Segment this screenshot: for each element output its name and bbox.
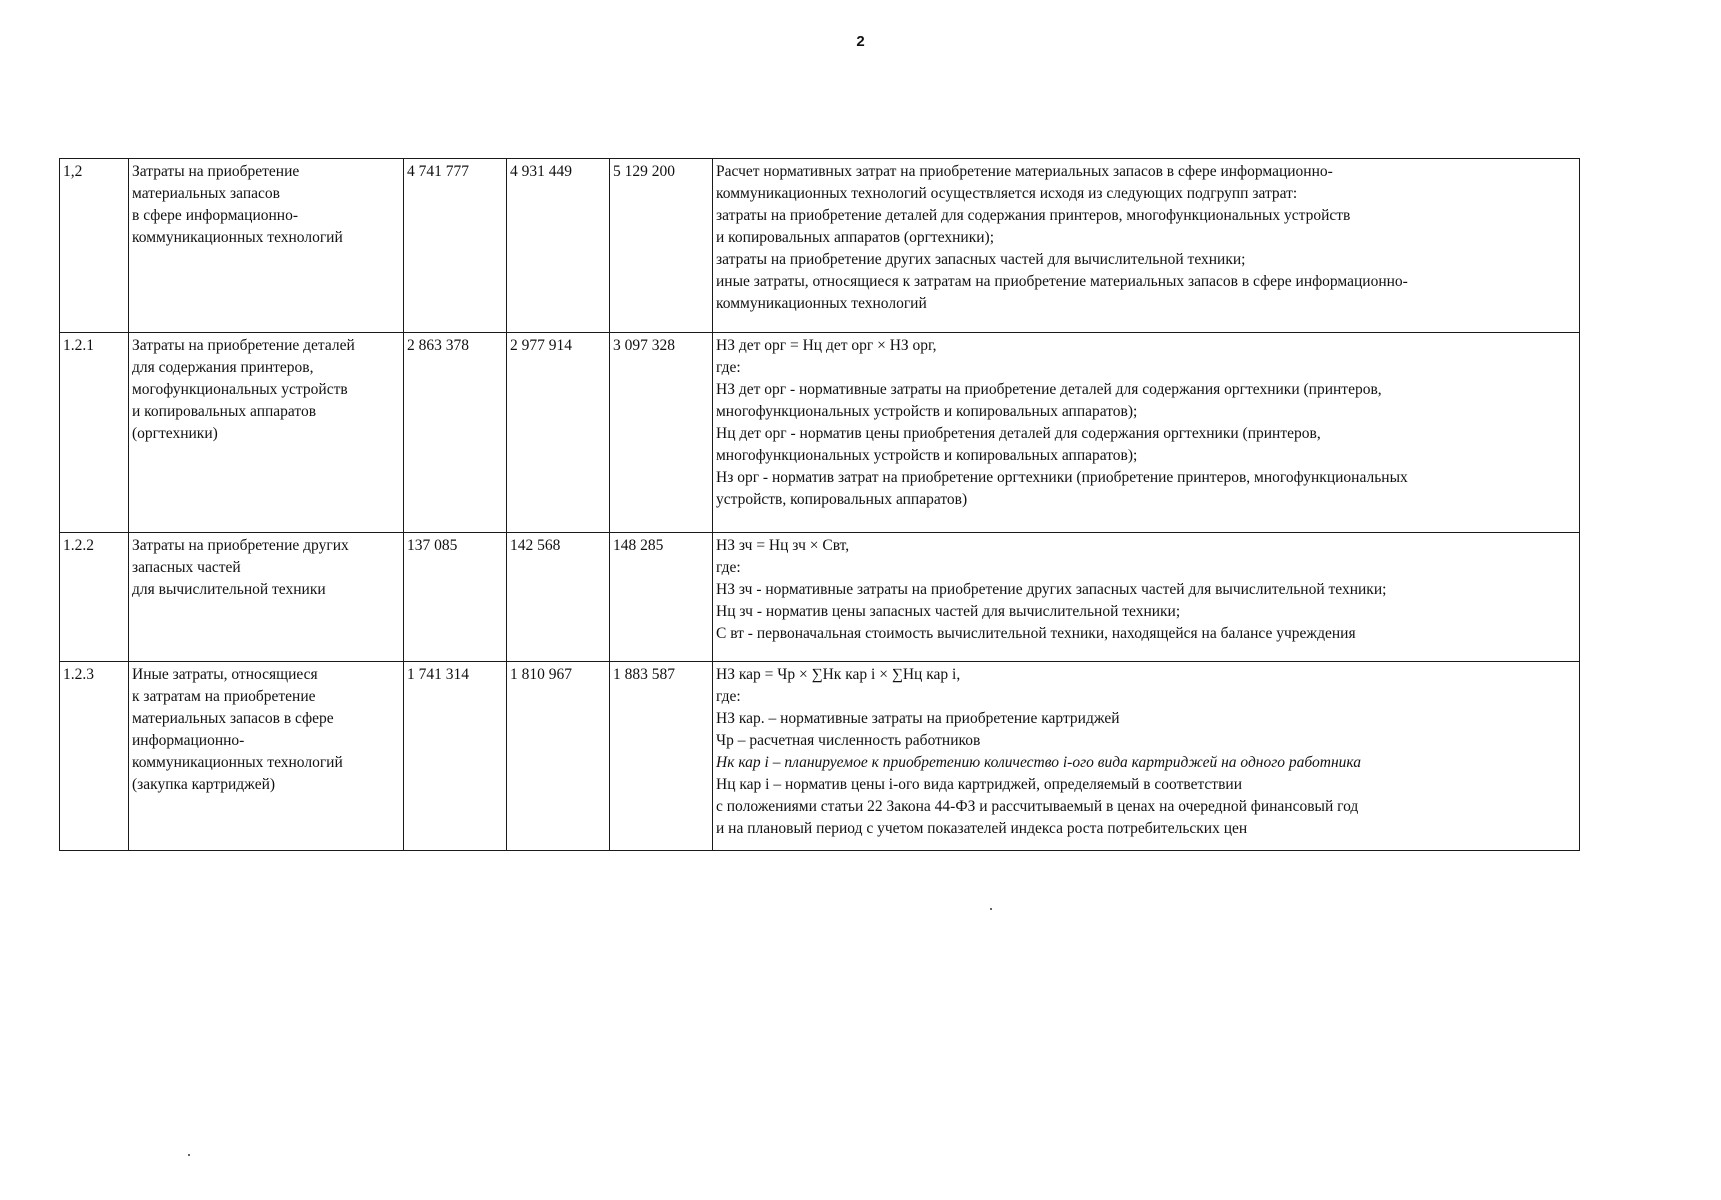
row-name bbox=[129, 333, 404, 533]
desc-line: Нц зч - норматив цены запасных частей для вычислительной техники; bbox=[716, 603, 1181, 620]
scan-speck bbox=[990, 908, 992, 910]
desc-line: Расчет нормативных затрат на приобретение материальных запасов в сфере информационно- bbox=[716, 163, 1333, 180]
name-line: могофункциональных устройств bbox=[132, 381, 348, 398]
desc-line: многофункциональных устройств и копировальных аппаратов); bbox=[716, 403, 1138, 420]
name-line: и копировальных аппаратов bbox=[132, 403, 317, 420]
name-line: запасных частей bbox=[132, 559, 241, 576]
row-description bbox=[713, 159, 1580, 333]
desc-line: НЗ зч - нормативные затраты на приобретение других запасных частей для вычислительной техники; bbox=[716, 581, 1387, 598]
name-line: коммуникационных технологий bbox=[132, 754, 343, 771]
desc-line: НЗ зч = Нц зч × Свт, bbox=[716, 537, 850, 554]
desc-line: устройств, копировальных аппаратов) bbox=[716, 491, 968, 508]
desc-line: Чр – расчетная численность работников bbox=[716, 732, 981, 749]
row-year3-amount: 5 129 200 bbox=[610, 159, 713, 333]
name-line: Затраты на приобретение деталей bbox=[132, 337, 355, 354]
table-row bbox=[60, 533, 1580, 662]
name-line: материальных запасов bbox=[132, 185, 280, 202]
desc-line: и на плановый период с учетом показателей индекса роста потребительских цен bbox=[716, 820, 1248, 837]
row-year1-amount: 137 085 bbox=[404, 533, 507, 662]
name-line: для вычислительной техники bbox=[132, 581, 326, 598]
row-year2-amount: 142 568 bbox=[507, 533, 610, 662]
row-year1-amount: 4 741 777 bbox=[404, 159, 507, 333]
row-code: 1.2.1 bbox=[60, 333, 129, 533]
row-code: 1.2.3 bbox=[60, 662, 129, 851]
desc-line: затраты на приобретение деталей для содержания принтеров, многофункциональных устройств bbox=[716, 207, 1351, 224]
desc-line: затраты на приобретение других запасных частей для вычислительной техники; bbox=[716, 251, 1246, 268]
desc-line: с положениями статьи 22 Закона 44-ФЗ и рассчитываемый в ценах на очередной финансовый год bbox=[716, 798, 1359, 815]
row-code: 1,2 bbox=[60, 159, 129, 333]
row-description bbox=[713, 533, 1580, 662]
desc-line: где: bbox=[716, 559, 741, 576]
desc-line: НЗ кар. – нормативные затраты на приобретение картриджей bbox=[716, 710, 1120, 727]
name-line: к затратам на приобретение bbox=[132, 688, 316, 705]
desc-line: Нц кар i – норматив цены i-ого вида картриджей, определяемый в соответствии bbox=[716, 776, 1242, 793]
desc-line: Нз орг - норматив затрат на приобретение оргтехники (приобретение принтеров, многофункциональных bbox=[716, 469, 1408, 486]
row-name bbox=[129, 662, 404, 851]
desc-line: многофункциональных устройств и копировальных аппаратов); bbox=[716, 447, 1138, 464]
row-description bbox=[713, 662, 1580, 851]
desc-line: С вт - первоначальная стоимость вычислительной техники, находящейся на балансе учреждения bbox=[716, 625, 1356, 642]
row-name bbox=[129, 533, 404, 662]
name-line: информационно- bbox=[132, 732, 245, 749]
table-row bbox=[60, 159, 1580, 333]
row-year2-amount: 4 931 449 bbox=[507, 159, 610, 333]
desc-line: Нк кар i – планируемое к приобретению количество i-ого вида картриджей на одного работника bbox=[716, 754, 1361, 771]
row-year3-amount: 3 097 328 bbox=[610, 333, 713, 533]
table-row bbox=[60, 333, 1580, 533]
desc-line: коммуникационных технологий bbox=[716, 295, 927, 312]
desc-line: где: bbox=[716, 359, 741, 376]
table-row bbox=[60, 662, 1580, 851]
row-year3-amount: 1 883 587 bbox=[610, 662, 713, 851]
name-line: Иные затраты, относящиеся bbox=[132, 666, 318, 683]
page-number: 2 bbox=[856, 33, 865, 50]
desc-line: Нц дет орг - норматив цены приобретения деталей для содержания оргтехники (принтеров, bbox=[716, 425, 1321, 442]
desc-line: где: bbox=[716, 688, 741, 705]
name-line: Затраты на приобретение bbox=[132, 163, 300, 180]
desc-line: НЗ дет орг - нормативные затраты на приобретение деталей для содержания оргтехники (принтеров, bbox=[716, 381, 1382, 398]
row-description bbox=[713, 333, 1580, 533]
row-code: 1.2.2 bbox=[60, 533, 129, 662]
name-line: коммуникационных технологий bbox=[132, 229, 343, 246]
name-line: материальных запасов в сфере bbox=[132, 710, 334, 727]
desc-line: иные затраты, относящиеся к затратам на приобретение материальных запасов в сфере информационно- bbox=[716, 273, 1408, 290]
desc-line: НЗ дет орг = Нц дет орг × НЗ орг, bbox=[716, 337, 937, 354]
desc-line: коммуникационных технологий осуществляется исходя из следующих подгрупп затрат: bbox=[716, 185, 1298, 202]
row-year2-amount: 2 977 914 bbox=[507, 333, 610, 533]
desc-line: и копировальных аппаратов (оргтехники); bbox=[716, 229, 995, 246]
desc-line: НЗ кар = Чр × ∑Нк кар i × ∑Нц кар i, bbox=[716, 666, 961, 683]
row-year2-amount: 1 810 967 bbox=[507, 662, 610, 851]
row-year1-amount: 2 863 378 bbox=[404, 333, 507, 533]
name-line: (закупка картриджей) bbox=[132, 776, 276, 793]
row-year3-amount: 148 285 bbox=[610, 533, 713, 662]
scan-speck bbox=[188, 1154, 190, 1156]
name-line: в сфере информационно- bbox=[132, 207, 299, 224]
name-line: Затраты на приобретение других bbox=[132, 537, 349, 554]
name-line: (оргтехники) bbox=[132, 425, 218, 442]
name-line: для содержания принтеров, bbox=[132, 359, 314, 376]
cost-table bbox=[59, 158, 1580, 851]
row-year1-amount: 1 741 314 bbox=[404, 662, 507, 851]
row-name bbox=[129, 159, 404, 333]
